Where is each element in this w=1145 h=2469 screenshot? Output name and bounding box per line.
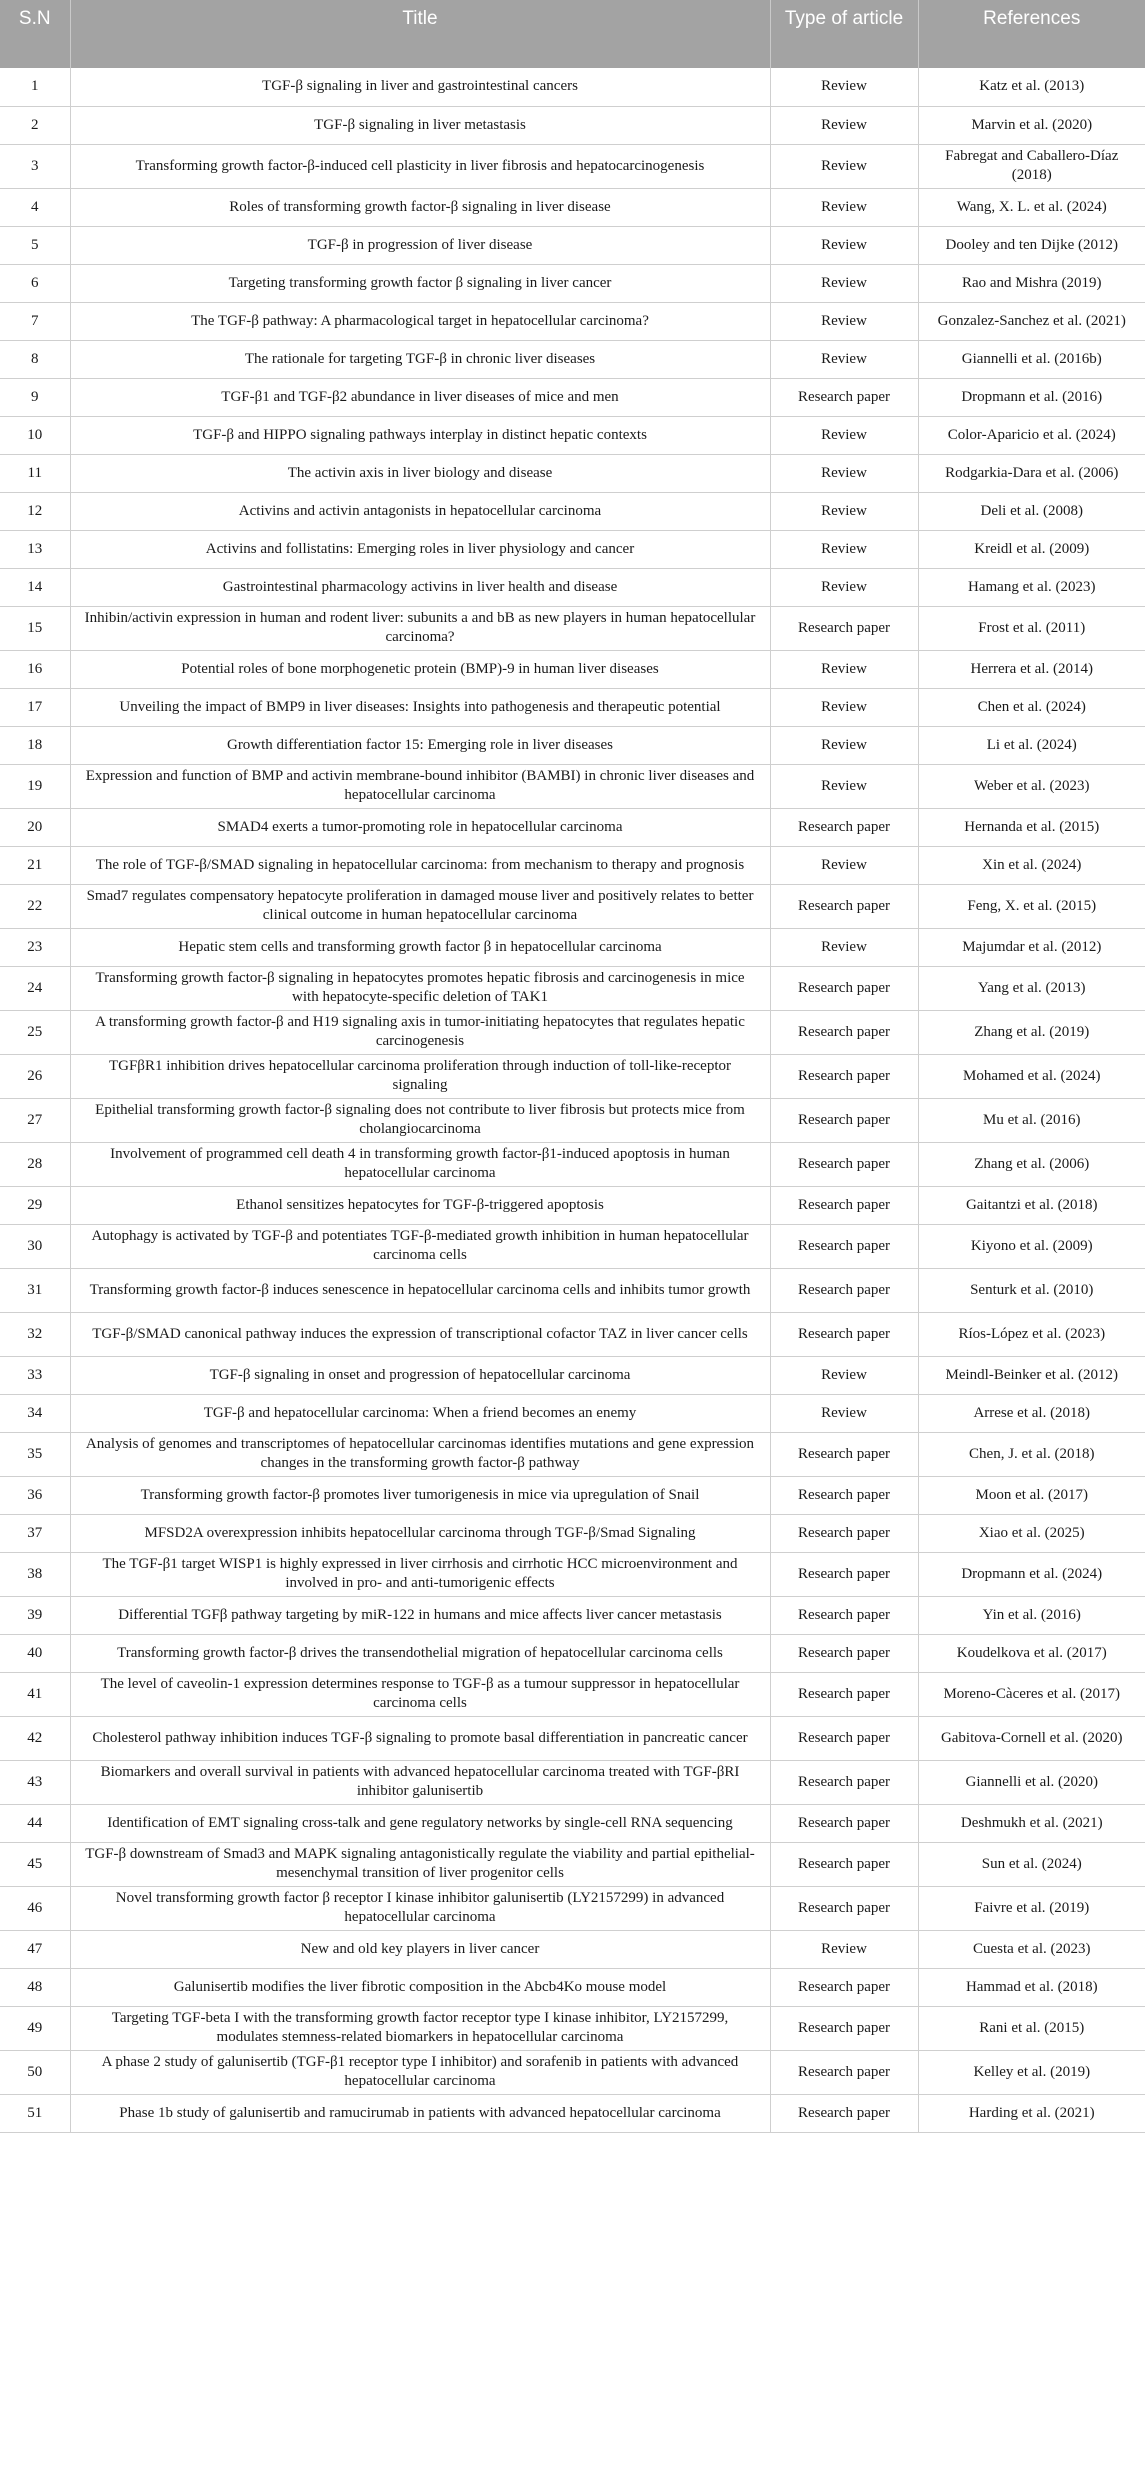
- cell-reference: Giannelli et al. (2016b): [918, 340, 1145, 378]
- cell-sn: 14: [0, 568, 70, 606]
- cell-title: Analysis of genomes and transcriptomes of hepatocellular carcinomas identifies mutations and gene expression changes in the transforming growth factor-β pathway: [70, 1432, 770, 1476]
- cell-type: Review: [770, 928, 918, 966]
- cell-reference: Frost et al. (2011): [918, 606, 1145, 650]
- table-row: [0, 1224, 1145, 1268]
- cell-sn: 6: [0, 264, 70, 302]
- cell-reference: Marvin et al. (2020): [918, 106, 1145, 144]
- cell-title: Transforming growth factor-β drives the transendothelial migration of hepatocellular carcinoma cells: [70, 1634, 770, 1672]
- table-row: [0, 340, 1145, 378]
- cell-sn: 17: [0, 688, 70, 726]
- cell-sn: 49: [0, 2006, 70, 2050]
- cell-sn: 24: [0, 966, 70, 1010]
- cell-reference: Senturk et al. (2010): [918, 1268, 1145, 1312]
- cell-type: Research paper: [770, 1716, 918, 1760]
- cell-title: TGF-β and HIPPO signaling pathways interplay in distinct hepatic contexts: [70, 416, 770, 454]
- table-row: [0, 264, 1145, 302]
- cell-type: Review: [770, 144, 918, 188]
- cell-title: Epithelial transforming growth factor-β signaling does not contribute to liver fibrosis but protects mice from cholangiocarcinoma: [70, 1098, 770, 1142]
- cell-type: Research paper: [770, 1596, 918, 1634]
- cell-sn: 41: [0, 1672, 70, 1716]
- header-title: Title: [70, 0, 770, 68]
- cell-sn: 40: [0, 1634, 70, 1672]
- cell-sn: 29: [0, 1186, 70, 1224]
- cell-type: Review: [770, 106, 918, 144]
- cell-reference: Rodgarkia-Dara et al. (2006): [918, 454, 1145, 492]
- table-row: [0, 1716, 1145, 1760]
- table-row: [0, 1476, 1145, 1514]
- cell-type: Review: [770, 302, 918, 340]
- cell-sn: 25: [0, 1010, 70, 1054]
- table-row: [0, 1760, 1145, 1804]
- table-row: [0, 1054, 1145, 1098]
- cell-title: Transforming growth factor-β-induced cell plasticity in liver fibrosis and hepatocarcinogenesis: [70, 144, 770, 188]
- cell-reference: Xin et al. (2024): [918, 846, 1145, 884]
- cell-reference: Moon et al. (2017): [918, 1476, 1145, 1514]
- cell-title: Transforming growth factor-β induces senescence in hepatocellular carcinoma cells and inhibits tumor growth: [70, 1268, 770, 1312]
- cell-title: Involvement of programmed cell death 4 in transforming growth factor-β1-induced apoptosis in human hepatocellular carcinoma: [70, 1142, 770, 1186]
- cell-sn: 7: [0, 302, 70, 340]
- table-row: [0, 606, 1145, 650]
- cell-reference: Mohamed et al. (2024): [918, 1054, 1145, 1098]
- cell-sn: 28: [0, 1142, 70, 1186]
- table-row: [0, 928, 1145, 966]
- cell-sn: 10: [0, 416, 70, 454]
- cell-type: Research paper: [770, 2094, 918, 2132]
- table-row: [0, 68, 1145, 106]
- cell-type: Review: [770, 264, 918, 302]
- cell-type: Review: [770, 416, 918, 454]
- cell-title: Transforming growth factor-β promotes liver tumorigenesis in mice via upregulation of Snail: [70, 1476, 770, 1514]
- cell-type: Review: [770, 1356, 918, 1394]
- cell-type: Research paper: [770, 1224, 918, 1268]
- cell-reference: Xiao et al. (2025): [918, 1514, 1145, 1552]
- cell-title: MFSD2A overexpression inhibits hepatocellular carcinoma through TGF-β/Smad Signaling: [70, 1514, 770, 1552]
- table-row: [0, 808, 1145, 846]
- header-type: Type of article: [770, 0, 918, 68]
- cell-type: Research paper: [770, 1432, 918, 1476]
- table-row: [0, 846, 1145, 884]
- cell-sn: 37: [0, 1514, 70, 1552]
- cell-title: A phase 2 study of galunisertib (TGF-β1 receptor type I inhibitor) and sorafenib in patients with advanced hepatocellular carcinoma: [70, 2050, 770, 2094]
- cell-reference: Cuesta et al. (2023): [918, 1930, 1145, 1968]
- cell-title: TGFβR1 inhibition drives hepatocellular carcinoma proliferation through induction of toll-like-receptor signaling: [70, 1054, 770, 1098]
- table-row: [0, 1010, 1145, 1054]
- cell-title: Identification of EMT signaling cross-talk and gene regulatory networks by single-cell RNA sequencing: [70, 1804, 770, 1842]
- cell-reference: Dooley and ten Dijke (2012): [918, 226, 1145, 264]
- table-row: [0, 378, 1145, 416]
- cell-type: Research paper: [770, 1634, 918, 1672]
- header-references: References: [918, 0, 1145, 68]
- cell-type: Review: [770, 226, 918, 264]
- cell-reference: Rani et al. (2015): [918, 2006, 1145, 2050]
- table-row: [0, 1842, 1145, 1886]
- cell-title: Expression and function of BMP and activin membrane-bound inhibitor (BAMBI) in chronic liver diseases and hepatocellular carcinoma: [70, 764, 770, 808]
- table-row: [0, 1968, 1145, 2006]
- cell-title: TGF-β in progression of liver disease: [70, 226, 770, 264]
- cell-sn: 26: [0, 1054, 70, 1098]
- table-row: [0, 1098, 1145, 1142]
- cell-sn: 50: [0, 2050, 70, 2094]
- table-row: [0, 1804, 1145, 1842]
- cell-reference: Hernanda et al. (2015): [918, 808, 1145, 846]
- cell-reference: Rao and Mishra (2019): [918, 264, 1145, 302]
- cell-title: Targeting TGF-beta I with the transforming growth factor receptor type I kinase inhibitor, LY2157299, modulates stemness-related biomarkers in hepatocellular carcinoma: [70, 2006, 770, 2050]
- cell-type: Review: [770, 454, 918, 492]
- table-row: [0, 1514, 1145, 1552]
- cell-sn: 5: [0, 226, 70, 264]
- cell-title: Roles of transforming growth factor-β signaling in liver disease: [70, 188, 770, 226]
- table-row: [0, 106, 1145, 144]
- cell-type: Research paper: [770, 1476, 918, 1514]
- table-row: [0, 226, 1145, 264]
- cell-reference: Yang et al. (2013): [918, 966, 1145, 1010]
- cell-sn: 43: [0, 1760, 70, 1804]
- cell-title: Potential roles of bone morphogenetic protein (BMP)-9 in human liver diseases: [70, 650, 770, 688]
- cell-type: Research paper: [770, 2006, 918, 2050]
- cell-title: TGF-β downstream of Smad3 and MAPK signaling antagonistically regulate the viability and partial epithelial-mesenchymal transition of liver progenitor cells: [70, 1842, 770, 1886]
- cell-reference: Kreidl et al. (2009): [918, 530, 1145, 568]
- table-row: [0, 530, 1145, 568]
- cell-reference: Feng, X. et al. (2015): [918, 884, 1145, 928]
- cell-reference: Weber et al. (2023): [918, 764, 1145, 808]
- table-row: [0, 188, 1145, 226]
- cell-reference: Zhang et al. (2006): [918, 1142, 1145, 1186]
- table-row: [0, 492, 1145, 530]
- cell-title: A transforming growth factor-β and H19 signaling axis in tumor-initiating hepatocytes that regulates hepatic carcinogenesis: [70, 1010, 770, 1054]
- cell-reference: Dropmann et al. (2024): [918, 1552, 1145, 1596]
- cell-title: The TGF-β pathway: A pharmacological target in hepatocellular carcinoma?: [70, 302, 770, 340]
- cell-sn: 33: [0, 1356, 70, 1394]
- cell-sn: 42: [0, 1716, 70, 1760]
- cell-title: The level of caveolin-1 expression determines response to TGF-β as a tumour suppressor in hepatocellular carcinoma cells: [70, 1672, 770, 1716]
- cell-type: Research paper: [770, 1514, 918, 1552]
- cell-title: Novel transforming growth factor β receptor I kinase inhibitor galunisertib (LY2157299) in advanced hepatocellular carcinoma: [70, 1886, 770, 1930]
- table-row: [0, 1356, 1145, 1394]
- cell-reference: Gabitova-Cornell et al. (2020): [918, 1716, 1145, 1760]
- cell-sn: 13: [0, 530, 70, 568]
- cell-reference: Wang, X. L. et al. (2024): [918, 188, 1145, 226]
- table-row: [0, 568, 1145, 606]
- cell-title: Inhibin/activin expression in human and rodent liver: subunits a and bB as new players in human hepatocellular carcinoma?: [70, 606, 770, 650]
- cell-title: Activins and follistatins: Emerging roles in liver physiology and cancer: [70, 530, 770, 568]
- cell-sn: 18: [0, 726, 70, 764]
- cell-type: Review: [770, 188, 918, 226]
- table-row: [0, 1268, 1145, 1312]
- cell-type: Research paper: [770, 1010, 918, 1054]
- table-row: [0, 1930, 1145, 1968]
- table-row: [0, 1886, 1145, 1930]
- cell-sn: 23: [0, 928, 70, 966]
- cell-reference: Arrese et al. (2018): [918, 1394, 1145, 1432]
- table-row: [0, 1634, 1145, 1672]
- cell-reference: Herrera et al. (2014): [918, 650, 1145, 688]
- cell-title: The activin axis in liver biology and disease: [70, 454, 770, 492]
- cell-type: Research paper: [770, 1312, 918, 1356]
- cell-reference: Majumdar et al. (2012): [918, 928, 1145, 966]
- cell-type: Research paper: [770, 1842, 918, 1886]
- cell-sn: 46: [0, 1886, 70, 1930]
- cell-reference: Li et al. (2024): [918, 726, 1145, 764]
- cell-sn: 45: [0, 1842, 70, 1886]
- cell-reference: Deshmukh et al. (2021): [918, 1804, 1145, 1842]
- cell-title: Biomarkers and overall survival in patients with advanced hepatocellular carcinoma treated with TGF-βRI inhibitor galunisertib: [70, 1760, 770, 1804]
- cell-title: Activins and activin antagonists in hepatocellular carcinoma: [70, 492, 770, 530]
- table-row: [0, 2006, 1145, 2050]
- cell-title: TGF-β/SMAD canonical pathway induces the expression of transcriptional cofactor TAZ in liver cancer cells: [70, 1312, 770, 1356]
- cell-title: Cholesterol pathway inhibition induces TGF-β signaling to promote basal differentiation in pancreatic cancer: [70, 1716, 770, 1760]
- cell-sn: 9: [0, 378, 70, 416]
- cell-type: Review: [770, 846, 918, 884]
- cell-sn: 1: [0, 68, 70, 106]
- cell-sn: 27: [0, 1098, 70, 1142]
- cell-type: Research paper: [770, 1886, 918, 1930]
- cell-sn: 12: [0, 492, 70, 530]
- cell-type: Review: [770, 1930, 918, 1968]
- cell-reference: Deli et al. (2008): [918, 492, 1145, 530]
- table-row: [0, 1312, 1145, 1356]
- cell-type: Research paper: [770, 808, 918, 846]
- table-row: [0, 1142, 1145, 1186]
- cell-type: Research paper: [770, 1760, 918, 1804]
- cell-type: Research paper: [770, 378, 918, 416]
- cell-type: Research paper: [770, 1672, 918, 1716]
- cell-title: Galunisertib modifies the liver fibrotic composition in the Abcb4Ko mouse model: [70, 1968, 770, 2006]
- cell-title: New and old key players in liver cancer: [70, 1930, 770, 1968]
- cell-type: Review: [770, 650, 918, 688]
- cell-reference: Zhang et al. (2019): [918, 1010, 1145, 1054]
- cell-type: Review: [770, 568, 918, 606]
- cell-reference: Gonzalez-Sanchez et al. (2021): [918, 302, 1145, 340]
- cell-sn: 44: [0, 1804, 70, 1842]
- cell-reference: Chen et al. (2024): [918, 688, 1145, 726]
- cell-sn: 4: [0, 188, 70, 226]
- cell-sn: 48: [0, 1968, 70, 2006]
- cell-reference: Fabregat and Caballero-Díaz (2018): [918, 144, 1145, 188]
- cell-sn: 21: [0, 846, 70, 884]
- cell-sn: 36: [0, 1476, 70, 1514]
- cell-reference: Hammad et al. (2018): [918, 1968, 1145, 2006]
- cell-sn: 16: [0, 650, 70, 688]
- cell-reference: Sun et al. (2024): [918, 1842, 1145, 1886]
- table-row: [0, 726, 1145, 764]
- cell-reference: Moreno-Càceres et al. (2017): [918, 1672, 1145, 1716]
- cell-sn: 15: [0, 606, 70, 650]
- cell-title: Autophagy is activated by TGF-β and potentiates TGF-β-mediated growth inhibition in human hepatocellular carcinoma cells: [70, 1224, 770, 1268]
- table-row: [0, 1432, 1145, 1476]
- cell-type: Research paper: [770, 966, 918, 1010]
- cell-sn: 22: [0, 884, 70, 928]
- cell-sn: 8: [0, 340, 70, 378]
- table-row: [0, 144, 1145, 188]
- cell-reference: Kelley et al. (2019): [918, 2050, 1145, 2094]
- cell-title: Hepatic stem cells and transforming growth factor β in hepatocellular carcinoma: [70, 928, 770, 966]
- table-row: [0, 1552, 1145, 1596]
- cell-sn: 32: [0, 1312, 70, 1356]
- table-row: [0, 302, 1145, 340]
- cell-type: Research paper: [770, 1804, 918, 1842]
- cell-title: Smad7 regulates compensatory hepatocyte proliferation in damaged mouse liver and positively relates to better clinical outcome in human hepatocellular carcinoma: [70, 884, 770, 928]
- cell-title: Targeting transforming growth factor β signaling in liver cancer: [70, 264, 770, 302]
- table-row: [0, 1596, 1145, 1634]
- cell-sn: 11: [0, 454, 70, 492]
- cell-reference: Color-Aparicio et al. (2024): [918, 416, 1145, 454]
- table-row: [0, 688, 1145, 726]
- cell-title: Differential TGFβ pathway targeting by miR-122 in humans and mice affects liver cancer metastasis: [70, 1596, 770, 1634]
- cell-reference: Koudelkova et al. (2017): [918, 1634, 1145, 1672]
- cell-type: Review: [770, 764, 918, 808]
- cell-type: Review: [770, 1394, 918, 1432]
- table-row: [0, 764, 1145, 808]
- cell-type: Research paper: [770, 1552, 918, 1596]
- cell-type: Research paper: [770, 1142, 918, 1186]
- cell-type: Review: [770, 530, 918, 568]
- table-row: [0, 1672, 1145, 1716]
- cell-type: Review: [770, 68, 918, 106]
- table-body: [0, 68, 1145, 2132]
- table-row: [0, 1186, 1145, 1224]
- cell-type: Research paper: [770, 606, 918, 650]
- table-row: [0, 454, 1145, 492]
- cell-reference: Meindl-Beinker et al. (2012): [918, 1356, 1145, 1394]
- cell-type: Research paper: [770, 1268, 918, 1312]
- cell-type: Review: [770, 492, 918, 530]
- cell-title: The TGF-β1 target WISP1 is highly expressed in liver cirrhosis and cirrhotic HCC microenvironment and involved in pro- and anti-tumorigenic effects: [70, 1552, 770, 1596]
- cell-title: Ethanol sensitizes hepatocytes for TGF-β-triggered apoptosis: [70, 1186, 770, 1224]
- table-row: [0, 2094, 1145, 2132]
- cell-type: Research paper: [770, 1186, 918, 1224]
- cell-reference: Harding et al. (2021): [918, 2094, 1145, 2132]
- cell-type: Research paper: [770, 1968, 918, 2006]
- cell-title: TGF-β1 and TGF-β2 abundance in liver diseases of mice and men: [70, 378, 770, 416]
- cell-title: The role of TGF-β/SMAD signaling in hepatocellular carcinoma: from mechanism to therapy and prognosis: [70, 846, 770, 884]
- cell-sn: 2: [0, 106, 70, 144]
- cell-reference: Giannelli et al. (2020): [918, 1760, 1145, 1804]
- cell-reference: Gaitantzi et al. (2018): [918, 1186, 1145, 1224]
- table-row: [0, 966, 1145, 1010]
- cell-sn: 19: [0, 764, 70, 808]
- cell-title: Gastrointestinal pharmacology activins in liver health and disease: [70, 568, 770, 606]
- cell-reference: Katz et al. (2013): [918, 68, 1145, 106]
- cell-reference: Ríos-López et al. (2023): [918, 1312, 1145, 1356]
- cell-sn: 30: [0, 1224, 70, 1268]
- cell-title: TGF-β signaling in liver metastasis: [70, 106, 770, 144]
- table-row: [0, 884, 1145, 928]
- cell-sn: 38: [0, 1552, 70, 1596]
- cell-type: Review: [770, 340, 918, 378]
- table-header: [0, 0, 1145, 68]
- cell-reference: Kiyono et al. (2009): [918, 1224, 1145, 1268]
- cell-title: The rationale for targeting TGF-β in chronic liver diseases: [70, 340, 770, 378]
- table-row: [0, 1394, 1145, 1432]
- cell-reference: Yin et al. (2016): [918, 1596, 1145, 1634]
- cell-sn: 47: [0, 1930, 70, 1968]
- cell-type: Research paper: [770, 1054, 918, 1098]
- table-row: [0, 416, 1145, 454]
- cell-reference: Dropmann et al. (2016): [918, 378, 1145, 416]
- cell-reference: Hamang et al. (2023): [918, 568, 1145, 606]
- cell-type: Review: [770, 688, 918, 726]
- cell-title: TGF-β signaling in liver and gastrointestinal cancers: [70, 68, 770, 106]
- cell-title: Phase 1b study of galunisertib and ramucirumab in patients with advanced hepatocellular carcinoma: [70, 2094, 770, 2132]
- header-sn: S.N: [0, 0, 70, 68]
- cell-reference: Faivre et al. (2019): [918, 1886, 1145, 1930]
- cell-type: Research paper: [770, 2050, 918, 2094]
- cell-title: TGF-β signaling in onset and progression of hepatocellular carcinoma: [70, 1356, 770, 1394]
- cell-sn: 51: [0, 2094, 70, 2132]
- cell-sn: 20: [0, 808, 70, 846]
- table-row: [0, 2050, 1145, 2094]
- cell-title: TGF-β and hepatocellular carcinoma: When a friend becomes an enemy: [70, 1394, 770, 1432]
- cell-reference: Chen, J. et al. (2018): [918, 1432, 1145, 1476]
- cell-sn: 35: [0, 1432, 70, 1476]
- cell-sn: 39: [0, 1596, 70, 1634]
- cell-sn: 3: [0, 144, 70, 188]
- cell-type: Research paper: [770, 1098, 918, 1142]
- cell-title: Unveiling the impact of BMP9 in liver diseases: Insights into pathogenesis and therapeutic potential: [70, 688, 770, 726]
- cell-title: SMAD4 exerts a tumor-promoting role in hepatocellular carcinoma: [70, 808, 770, 846]
- cell-sn: 31: [0, 1268, 70, 1312]
- cell-title: Transforming growth factor-β signaling in hepatocytes promotes hepatic fibrosis and carcinogenesis in mice with hepatocyte-specific deletion of TAK1: [70, 966, 770, 1010]
- cell-title: Growth differentiation factor 15: Emerging role in liver diseases: [70, 726, 770, 764]
- table-row: [0, 650, 1145, 688]
- cell-type: Review: [770, 726, 918, 764]
- cell-sn: 34: [0, 1394, 70, 1432]
- cell-type: Research paper: [770, 884, 918, 928]
- cell-reference: Mu et al. (2016): [918, 1098, 1145, 1142]
